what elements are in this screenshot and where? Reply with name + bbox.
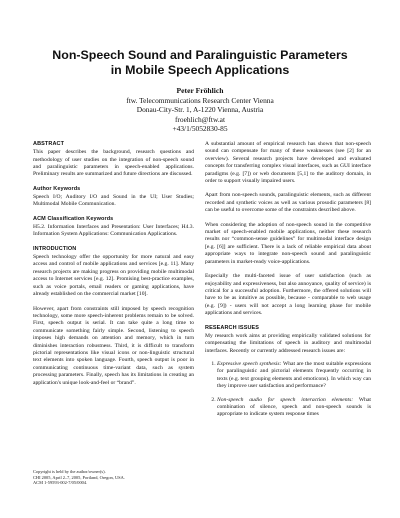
research-issues-list — [205, 361, 371, 419]
keywords-heading: Author Keywords — [33, 185, 81, 192]
paper-title — [0, 48, 400, 78]
body-paragraph-2: Apart from non-speech sounds, paralinguistic elements, such as different recorded and synthetic voices as well as various prosodic parameters [8] can be useful to overcome some of the constraints described above. — [205, 192, 371, 214]
abstract-text: This paper describes the background, research questions and methodology of user studies on the integration of non-speech sound and paralinguistic parameters in speech-enabled applications. Preliminary results are summarized and future directions are discussed. — [33, 149, 194, 178]
abstract-heading: ABSTRACT — [33, 141, 65, 147]
body-paragraph-1: A substantial amount of empirical research has shown that non-speech sound can compensate for many of these weaknesses (see [2] for an overview). Several research projects have developed and evaluated concepts for transferring complex visual interfaces, such as GUI interface paradigms (e.g. [7]) or web documents [5,1] to the auditory domain, in order to support visually impaired users. — [205, 141, 371, 185]
right-column — [205, 141, 371, 425]
left-column — [33, 141, 194, 394]
list-item-label: Expressive speech synthesis: — [217, 360, 282, 367]
introduction-heading: INTRODUCTION — [33, 245, 77, 252]
introduction-paragraph-2: However, apart from constraints still imposed by speech recognition technology, some more speech-inherent problems remain to be solved. First, speech output is serial. It can take quite a long time to communicate something fairly simple. Second, listening to speech imposes high demands on attention and memory, which in turn diminishes interaction robustness. Third, it is difficult to transform pictorial representations like visual icons or non-linguistic structural text elements into spoken language. Fourth, speech output is poor in communicating continuous time-variant data, such as system processing parameters. Finally, speech has its limitations in creating an application's unique look-and-feel or “brand”. — [33, 305, 194, 386]
acm-text: H5.2. Information Interfaces and Presentation: User Interfaces; H4.3. Information System Applications: Communication Applications. — [33, 224, 194, 238]
body-paragraph-3: When considering the adoption of non-speech sound in the competitive market of speech-enabled mobile applications, neither these research results nor “common-sense guidelines” for multimodal interface design [e.g. [6]] are sufficient. There is a lack of reliable empirical data about appropriate ways to integrate non-speech sound and paralinguistic parameters in market-ready voice-applications. — [205, 221, 371, 265]
keywords-text: Speech I/O; Auditory I/O and Sound in the UI; User Studies; Multimodal Mobile Communication. — [33, 194, 194, 208]
body-paragraph-4: Especially the multi-faceted issue of user satisfaction (such as enjoyability and expressiveness, but also annoyance, quality of service) is critical for a successful adoption. Furthermore, the offered solutions will have to be as intuitive as possible, because - comparable to web usage (e.g. [9]) - users will not accept a long learning phase for mobile applications and services. — [205, 273, 371, 317]
copyright-notice — [33, 469, 193, 486]
list-item — [217, 361, 371, 391]
author-phone: +43/1/5052830-85 — [172, 124, 228, 134]
research-issues-intro: My research work aims at providing empirically validated solutions for compensating the limitations of speech in auditory and multimodal interfaces. Recently or currently addressed research issues are: — [205, 332, 371, 354]
author-email: froehlich@ftw.at — [174, 114, 226, 124]
list-item-text: What are the most suitable expressions for paralinguistic and pictorial elements frequently occurring in texts (e.g. text grouping elements and emoticons). In which way can they improve user satisfaction and performance? — [217, 360, 371, 390]
author-affiliation: ftw. Telecommunications Research Center Vienna — [126, 95, 274, 105]
acm-heading: ACM Classification Keywords — [33, 215, 114, 222]
author-address: Donau-City-Str. 1, A-1220 Vienna, Austria — [136, 105, 264, 115]
research-issues-heading: RESEARCH ISSUES — [205, 324, 260, 331]
introduction-paragraph-1: Speech technology offer the opportunity for more natural and easy access and control of mobile applications and services [e.g. 11]. Many research projects are making progress on providing mobile multimodal access to Internet services [e.g. 12]. Promising best-practice examples, such as voice portals, email readers or gaming applications, have already established on the commercial market [10]. — [33, 254, 194, 298]
title-line-2: in Mobile Speech Applications — [110, 63, 290, 77]
list-item — [217, 397, 371, 419]
author-name: Peter Fröhlich — [176, 86, 224, 95]
copyright-line-3: ACM 1-59593-002-7/05/0004. — [33, 480, 88, 486]
title-line-1: Non-Speech Sound and Paralinguistic Parameters — [52, 48, 348, 62]
copyright-line-1: Copyright is held by the author/owner(s). — [33, 469, 106, 474]
copyright-line-2: CHI 2005, April 2–7, 2005, Portland, Oregon, USA. — [33, 474, 125, 480]
list-item-label: Non-speech audio for speech interaction elements: — [217, 396, 354, 403]
list-item-text: What combination of silence, speech and non-speech sounds is appropriate to indicate system response times — [217, 396, 371, 418]
author-block — [0, 86, 400, 134]
